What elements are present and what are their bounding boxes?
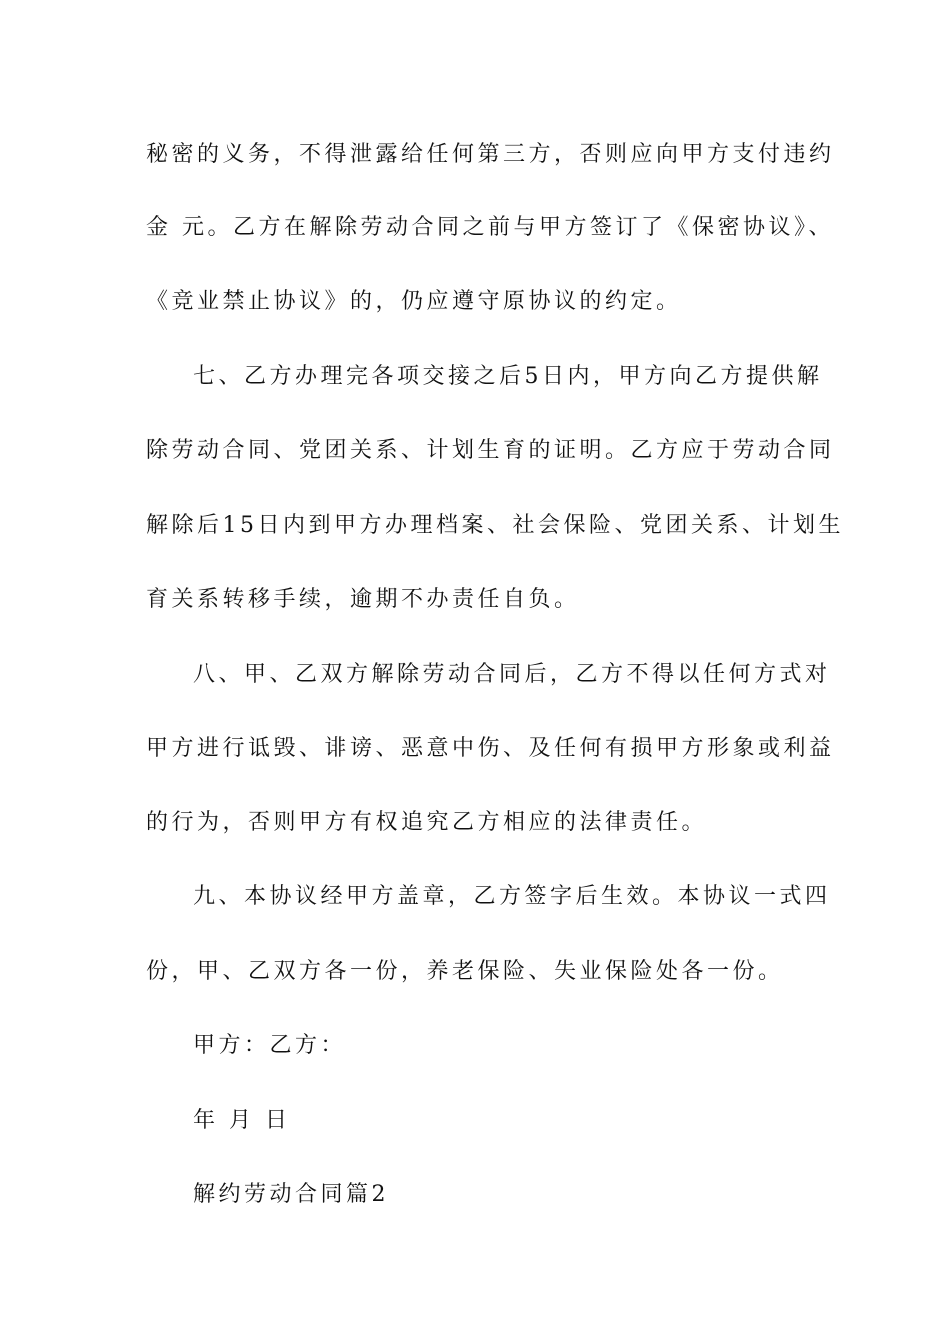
text-line: 的行为，否则甲方有权追究乙方相应的法律责任。: [146, 810, 708, 835]
text-line: 秘密的义务，不得泄露给任何第三方，否则应向甲方支付违约: [146, 142, 835, 167]
text-line: 甲方进行诋毁、诽谤、恶意中伤、及任何有损甲方形象或利益: [146, 736, 835, 761]
signature-parties: 甲方：乙方：: [193, 1033, 347, 1058]
text-line: 育关系转移手续，逾期不办责任自负。: [146, 587, 580, 612]
paragraph-eight-start: 八、甲、乙双方解除劳动合同后，乙方不得以任何方式对: [193, 662, 831, 687]
text-line: 《竞业禁止协议》的，仍应遵守原协议的约定。: [146, 289, 682, 314]
section-heading: 解约劳动合同篇2: [193, 1182, 389, 1207]
text-line: 除劳动合同、党团关系、计划生育的证明。乙方应于劳动合同: [146, 438, 835, 463]
text-line: 金 元。乙方在解除劳动合同之前与甲方签订了《保密协议》、: [146, 215, 834, 240]
text-line: 份，甲、乙双方各一份，养老保险、失业保险处各一份。: [146, 959, 784, 984]
paragraph-nine-start: 九、本协议经甲方盖章，乙方签字后生效。本协议一式四: [193, 884, 831, 909]
paragraph-seven-start: 七、乙方办理完各项交接之后5日内，甲方向乙方提供解: [193, 364, 823, 389]
text-line: 解除后15日内到甲方办理档案、社会保险、党团关系、计划生: [146, 513, 844, 538]
signature-date: 年 月 日: [193, 1108, 291, 1133]
